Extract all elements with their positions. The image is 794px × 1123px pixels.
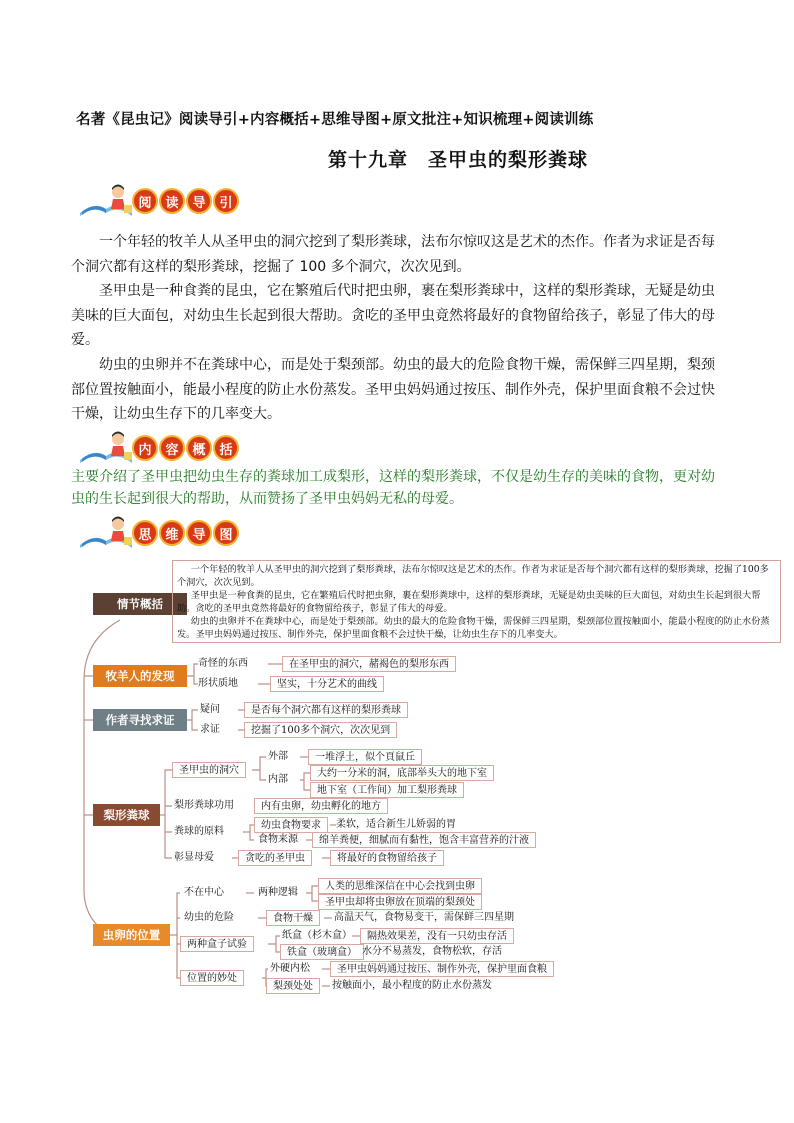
content-summary: 主要介绍了圣甲虫把幼虫生存的粪球加工成梨形，这样的梨形粪球，不仅是幼生存的美味的食物，更对幼虫的生长起到很大的帮助，从而赞扬了圣甲虫妈妈无私的母爱。 — [71, 469, 715, 507]
mindmap-category-egg: 虫卵的位置 — [93, 924, 170, 946]
section-badge-char: 概 — [186, 435, 212, 461]
mindmap-node: 形状质地 — [198, 678, 238, 689]
mindmap-node: 在圣甲虫的洞穴，赭褐色的梨形东西 — [282, 656, 456, 672]
mindmap-node: 柔软，适合新生儿娇弱的胃 — [336, 819, 456, 830]
section-badge-char: 图 — [213, 520, 239, 546]
mindmap-node: 疑问 — [200, 704, 220, 715]
mindmap-node: 纸盒（杉木盒） — [282, 930, 352, 941]
mindmap-node: 粪球的原料 — [174, 826, 224, 837]
mindmap-node: 圣甲虫却将虫卵放在顶端的梨颈处 — [318, 894, 482, 910]
mindmap-node: 人类的思维深信在中心会找到虫卵 — [318, 878, 482, 894]
mindmap-node: 按触面小，最小程度的防止水份蒸发 — [332, 980, 492, 991]
mindmap-category-shepherd: 牧羊人的发现 — [93, 665, 187, 687]
mindmap-node: 大约一分米的洞，底部举头大的地下室 — [310, 765, 494, 781]
mindmap-node: 奇怪的东西 — [198, 658, 248, 669]
mindmap-node: 铁盒（玻璃盒） — [280, 944, 364, 960]
mindmap-node: 外硬内松 — [270, 963, 310, 974]
plot-paragraph: 幼虫的虫卵并不在粪球中心，而是处于梨颈部。幼虫的最大的危险食物干燥，需保鲜三四星期，梨颈部位置按触面小，能最小程度的防止水份蒸发。圣甲虫妈妈通过按压、制作外壳，保护里面食粮不会过快干燥，让幼虫生存下的几率变大。 — [177, 616, 770, 640]
mindmap-node: 地下室（工作间）加工梨形粪球 — [310, 782, 464, 798]
mindmap-node: 不在中心 — [184, 887, 224, 898]
mindmap-category-pear: 梨形粪球 — [93, 804, 160, 826]
mindmap-node: 梨形粪球功用 — [174, 800, 234, 811]
chapter-title: 第十九章 圣甲虫的梨形粪球 — [328, 149, 589, 171]
mindmap-node: 隔热效果差，没有一只幼虫存活 — [360, 928, 514, 944]
mindmap-node: 食物干燥 — [266, 910, 320, 926]
mindmap-plot-text — [172, 560, 781, 643]
document-title: 名著《昆虫记》阅读导引+内容概括+思维导图+原文批注+知识梳理+阅读训练 — [76, 112, 594, 128]
mindmap-category-plot: 情节概括 — [93, 593, 187, 615]
mindmap-node: 外部 — [268, 751, 288, 762]
mindmap-node: 幼虫食物要求 — [254, 817, 328, 833]
section-badge-char: 容 — [159, 435, 185, 461]
plot-paragraph: 圣甲虫是一种食粪的昆虫，它在繁殖后代时把虫卵，裹在梨形粪球中，这样的梨形粪球，无疑是幼虫美味的巨大面包，对幼虫生长起到很大帮助。贪吃的圣甲虫竟然将最好的食物留给孩子，彰显了伟大的母爱。 — [177, 590, 761, 614]
mindmap-node: 坚实，十分艺术的曲线 — [270, 676, 384, 692]
mindmap-node: 幼虫的危险 — [184, 912, 234, 923]
guide-paragraph: 幼虫的虫卵并不在粪球中心，而是处于梨颈部。幼虫的最大的危险食物干燥，需保鲜三四星期，梨颈部位置按触面小，能最小程度的防止水份蒸发。圣甲虫妈妈通过按压、制作外壳，保护里面食粮不会过快干燥，让幼虫生存下的几率变大。 — [71, 357, 715, 422]
mindmap-node: 将最好的食物留给孩子 — [330, 850, 444, 866]
guide-paragraph: 一个年轻的牧羊人从圣甲虫的洞穴挖到了梨形粪球，法布尔惊叹这是艺术的杰作。作者为求证是否每个洞穴都有这样的梨形粪球，挖掘了 100 多个洞穴，次次见到。 — [71, 234, 715, 275]
mindmap-node: 是否每个洞穴都有这样的梨形粪球 — [244, 702, 408, 718]
mindmap-node: 圣甲虫妈妈通过按压、制作外壳，保护里面食粮 — [330, 961, 554, 977]
mindmap-node: 挖掘了100多个洞穴，次次见到 — [244, 722, 397, 738]
plot-paragraph: 一个年轻的牧羊人从圣甲虫的洞穴挖到了梨形粪球，法布尔惊叹这是艺术的杰作。作者为求证是否每个洞穴都有这样的梨形粪球，挖掘了100多个洞穴，次次见到。 — [177, 564, 769, 588]
section-badge-char: 阅 — [132, 188, 158, 214]
section-badge-char: 思 — [132, 520, 158, 546]
mindmap-node: 贪吃的圣甲虫 — [238, 850, 312, 866]
mindmap-category-evidence: 作者寻找求证 — [93, 709, 187, 731]
mindmap-node: 水分不易蒸发，食物松软，存活 — [362, 946, 502, 957]
section-badge-char: 读 — [159, 188, 185, 214]
section-badge-char: 引 — [213, 188, 239, 214]
mindmap-node: 两种逻辑 — [258, 887, 298, 898]
mindmap-node: 求证 — [200, 724, 220, 735]
section-badge-char: 维 — [159, 520, 185, 546]
mindmap-node: 内部 — [268, 774, 288, 785]
mindmap-node: 一堆浮土，似个頁鼠丘 — [308, 749, 422, 765]
mindmap-node: 两种盒子试验 — [180, 936, 254, 952]
mindmap-node: 梨颈处处 — [266, 978, 320, 994]
guide-paragraph: 圣甲虫是一种食粪的昆虫，它在繁殖后代时把虫卵，裹在梨形粪球中，这样的梨形粪球，无疑是幼虫美味的巨大面包，对幼虫生长起到很大帮助。贪吃的圣甲虫竟然将最好的食物留给孩子，彰显了伟大的母爱。 — [71, 283, 715, 348]
section-badge-char: 括 — [213, 435, 239, 461]
mindmap-node: 彰显母爱 — [174, 852, 214, 863]
mindmap-node: 内有虫卵，幼虫孵化的地方 — [254, 798, 388, 814]
mindmap-node: 绵羊粪便，细腻而有黏性，饱含丰富营养的汁液 — [312, 832, 536, 848]
mindmap-node: 圣甲虫的洞穴 — [172, 762, 246, 778]
mindmap-node: 高温天气，食物易变干，需保鲜三四星期 — [334, 912, 514, 923]
mindmap-node: 食物来源 — [258, 834, 298, 845]
mindmap-node: 位置的妙处 — [180, 970, 244, 986]
section-badge-char: 内 — [132, 435, 158, 461]
section-badge-char: 导 — [186, 188, 212, 214]
section-badge-char: 导 — [186, 520, 212, 546]
